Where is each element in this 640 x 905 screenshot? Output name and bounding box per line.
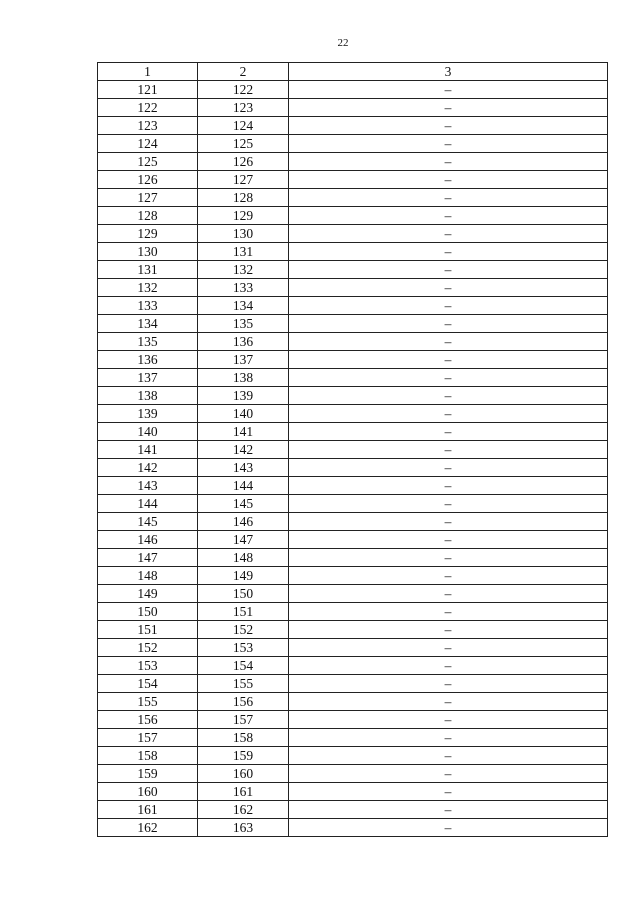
table-cell-col-2: 148 — [198, 549, 289, 567]
table-cell-col-1: 142 — [98, 459, 198, 477]
table-cell-col-2: 152 — [198, 621, 289, 639]
table-cell-col-3: – — [289, 297, 608, 315]
table-cell-col-1: 156 — [98, 711, 198, 729]
table-cell-col-1: 139 — [98, 405, 198, 423]
table-cell-col-3: – — [289, 207, 608, 225]
table-cell-col-2: 137 — [198, 351, 289, 369]
table-row — [98, 603, 608, 621]
table-cell-col-3: – — [289, 657, 608, 675]
table-cell-col-1: 121 — [98, 81, 198, 99]
table-cell-col-2: 156 — [198, 693, 289, 711]
table-cell-col-1: 160 — [98, 783, 198, 801]
table-cell-col-2: 163 — [198, 819, 289, 837]
table-row — [98, 369, 608, 387]
table-cell-col-3: – — [289, 153, 608, 171]
table-row — [98, 153, 608, 171]
table-cell-col-1: 159 — [98, 765, 198, 783]
table-cell-col-2: 154 — [198, 657, 289, 675]
table-cell-col-1: 132 — [98, 279, 198, 297]
table-cell-col-1: 147 — [98, 549, 198, 567]
table-row — [98, 81, 608, 99]
page-number: 22 — [337, 37, 349, 49]
table-cell-col-1: 154 — [98, 675, 198, 693]
table-cell-col-3: – — [289, 495, 608, 513]
table-cell-col-3: – — [289, 819, 608, 837]
table-cell-col-2: 126 — [198, 153, 289, 171]
table-row — [98, 405, 608, 423]
table-row — [98, 441, 608, 459]
table-cell-col-3: – — [289, 585, 608, 603]
header-row — [98, 63, 608, 81]
table-cell-col-3: – — [289, 621, 608, 639]
table-cell-col-1: 152 — [98, 639, 198, 657]
table-cell-col-2: 147 — [198, 531, 289, 549]
table-cell-col-3: – — [289, 351, 608, 369]
table-cell-col-1: 141 — [98, 441, 198, 459]
table-cell-col-3: – — [289, 369, 608, 387]
table-cell-col-2: 146 — [198, 513, 289, 531]
table-row — [98, 117, 608, 135]
table-row — [98, 387, 608, 405]
table-cell-col-3: – — [289, 387, 608, 405]
table-cell-col-3: – — [289, 405, 608, 423]
table-cell-col-2: 150 — [198, 585, 289, 603]
table-cell-col-3: – — [289, 279, 608, 297]
table-row — [98, 531, 608, 549]
table-row — [98, 423, 608, 441]
table-cell-col-1: 143 — [98, 477, 198, 495]
table-cell-col-3: – — [289, 135, 608, 153]
table-row — [98, 135, 608, 153]
table-cell-col-2: 133 — [198, 279, 289, 297]
table-cell-col-3: – — [289, 315, 608, 333]
table-cell-col-2: 161 — [198, 783, 289, 801]
table-cell-col-2: 125 — [198, 135, 289, 153]
table-cell-col-3: – — [289, 639, 608, 657]
table-row — [98, 549, 608, 567]
table-cell-col-1: 137 — [98, 369, 198, 387]
table-cell-col-1: 149 — [98, 585, 198, 603]
table-cell-col-1: 130 — [98, 243, 198, 261]
table-row — [98, 171, 608, 189]
table-row — [98, 495, 608, 513]
table-cell-col-1: 136 — [98, 351, 198, 369]
table-cell-col-2: 129 — [198, 207, 289, 225]
table-cell-col-1: 140 — [98, 423, 198, 441]
table-cell-col-3: – — [289, 711, 608, 729]
table-cell-col-1: 131 — [98, 261, 198, 279]
table-cell-col-3: – — [289, 171, 608, 189]
table-cell-col-1: 122 — [98, 99, 198, 117]
table-cell-col-2: 123 — [198, 99, 289, 117]
table-cell-col-3: – — [289, 675, 608, 693]
column-header-1: 1 — [98, 63, 198, 81]
table-cell-col-1: 148 — [98, 567, 198, 585]
table-cell-col-2: 127 — [198, 171, 289, 189]
table-cell-col-3: – — [289, 333, 608, 351]
table-cell-col-3: – — [289, 783, 608, 801]
table-cell-col-3: – — [289, 603, 608, 621]
table-row — [98, 621, 608, 639]
table-cell-col-2: 136 — [198, 333, 289, 351]
table-header — [98, 63, 608, 81]
table-cell-col-1: 134 — [98, 315, 198, 333]
table-body — [98, 81, 608, 837]
table-cell-col-2: 122 — [198, 81, 289, 99]
table-cell-col-1: 161 — [98, 801, 198, 819]
table-cell-col-2: 130 — [198, 225, 289, 243]
column-header-3: 3 — [289, 63, 608, 81]
table-cell-col-1: 133 — [98, 297, 198, 315]
table-cell-col-2: 149 — [198, 567, 289, 585]
table-row — [98, 639, 608, 657]
table-cell-col-1: 151 — [98, 621, 198, 639]
table-row — [98, 279, 608, 297]
table-cell-col-1: 138 — [98, 387, 198, 405]
table-cell-col-1: 155 — [98, 693, 198, 711]
table-cell-col-1: 135 — [98, 333, 198, 351]
table-cell-col-2: 151 — [198, 603, 289, 621]
table-cell-col-3: – — [289, 81, 608, 99]
table-cell-col-3: – — [289, 99, 608, 117]
table-cell-col-3: – — [289, 441, 608, 459]
table-cell-col-3: – — [289, 765, 608, 783]
table-cell-col-2: 124 — [198, 117, 289, 135]
table-cell-col-1: 153 — [98, 657, 198, 675]
table-row — [98, 567, 608, 585]
table-row — [98, 729, 608, 747]
table-cell-col-1: 128 — [98, 207, 198, 225]
table-cell-col-3: – — [289, 225, 608, 243]
table-cell-col-3: – — [289, 261, 608, 279]
table-cell-col-2: 143 — [198, 459, 289, 477]
table-row — [98, 99, 608, 117]
table-cell-col-3: – — [289, 567, 608, 585]
table-cell-col-1: 127 — [98, 189, 198, 207]
table-cell-col-3: – — [289, 189, 608, 207]
table-cell-col-1: 126 — [98, 171, 198, 189]
table-row — [98, 783, 608, 801]
table-row — [98, 243, 608, 261]
table-row — [98, 711, 608, 729]
table-row — [98, 801, 608, 819]
table-row — [98, 315, 608, 333]
table-row — [98, 765, 608, 783]
table-cell-col-2: 159 — [198, 747, 289, 765]
table-cell-col-2: 131 — [198, 243, 289, 261]
table-cell-col-2: 141 — [198, 423, 289, 441]
table-row — [98, 819, 608, 837]
table-cell-col-2: 138 — [198, 369, 289, 387]
table-cell-col-2: 144 — [198, 477, 289, 495]
table-row — [98, 207, 608, 225]
table-cell-col-2: 139 — [198, 387, 289, 405]
table-cell-col-2: 155 — [198, 675, 289, 693]
table-cell-col-1: 144 — [98, 495, 198, 513]
table-row — [98, 657, 608, 675]
table-cell-col-2: 158 — [198, 729, 289, 747]
table-row — [98, 513, 608, 531]
table-cell-col-1: 125 — [98, 153, 198, 171]
table-row — [98, 477, 608, 495]
table-cell-col-3: – — [289, 549, 608, 567]
table-row — [98, 585, 608, 603]
table-cell-col-3: – — [289, 459, 608, 477]
column-header-2: 2 — [198, 63, 289, 81]
table-cell-col-3: – — [289, 747, 608, 765]
table-row — [98, 333, 608, 351]
table-cell-col-1: 158 — [98, 747, 198, 765]
table-cell-col-1: 145 — [98, 513, 198, 531]
table-cell-col-1: 129 — [98, 225, 198, 243]
table-cell-col-1: 124 — [98, 135, 198, 153]
table-cell-col-2: 134 — [198, 297, 289, 315]
table-cell-col-3: – — [289, 117, 608, 135]
table-row — [98, 675, 608, 693]
table-row — [98, 261, 608, 279]
table-cell-col-3: – — [289, 477, 608, 495]
table-cell-col-2: 157 — [198, 711, 289, 729]
table-cell-col-2: 162 — [198, 801, 289, 819]
table-cell-col-3: – — [289, 531, 608, 549]
table-row — [98, 225, 608, 243]
table-cell-col-3: – — [289, 243, 608, 261]
table-row — [98, 459, 608, 477]
table-row — [98, 747, 608, 765]
table-cell-col-3: – — [289, 513, 608, 531]
table-cell-col-1: 162 — [98, 819, 198, 837]
table-cell-col-1: 150 — [98, 603, 198, 621]
table-cell-col-2: 132 — [198, 261, 289, 279]
table-cell-col-1: 157 — [98, 729, 198, 747]
table-row — [98, 297, 608, 315]
table-row — [98, 351, 608, 369]
table-cell-col-2: 142 — [198, 441, 289, 459]
table-row — [98, 693, 608, 711]
table-cell-col-1: 146 — [98, 531, 198, 549]
table-cell-col-2: 153 — [198, 639, 289, 657]
table-cell-col-1: 123 — [98, 117, 198, 135]
table-cell-col-2: 140 — [198, 405, 289, 423]
table-cell-col-2: 145 — [198, 495, 289, 513]
table-cell-col-3: – — [289, 729, 608, 747]
table-cell-col-2: 128 — [198, 189, 289, 207]
table-row — [98, 189, 608, 207]
table-cell-col-3: – — [289, 801, 608, 819]
table-cell-col-3: – — [289, 423, 608, 441]
table-cell-col-3: – — [289, 693, 608, 711]
data-table — [97, 62, 608, 837]
table-cell-col-2: 160 — [198, 765, 289, 783]
table-cell-col-2: 135 — [198, 315, 289, 333]
